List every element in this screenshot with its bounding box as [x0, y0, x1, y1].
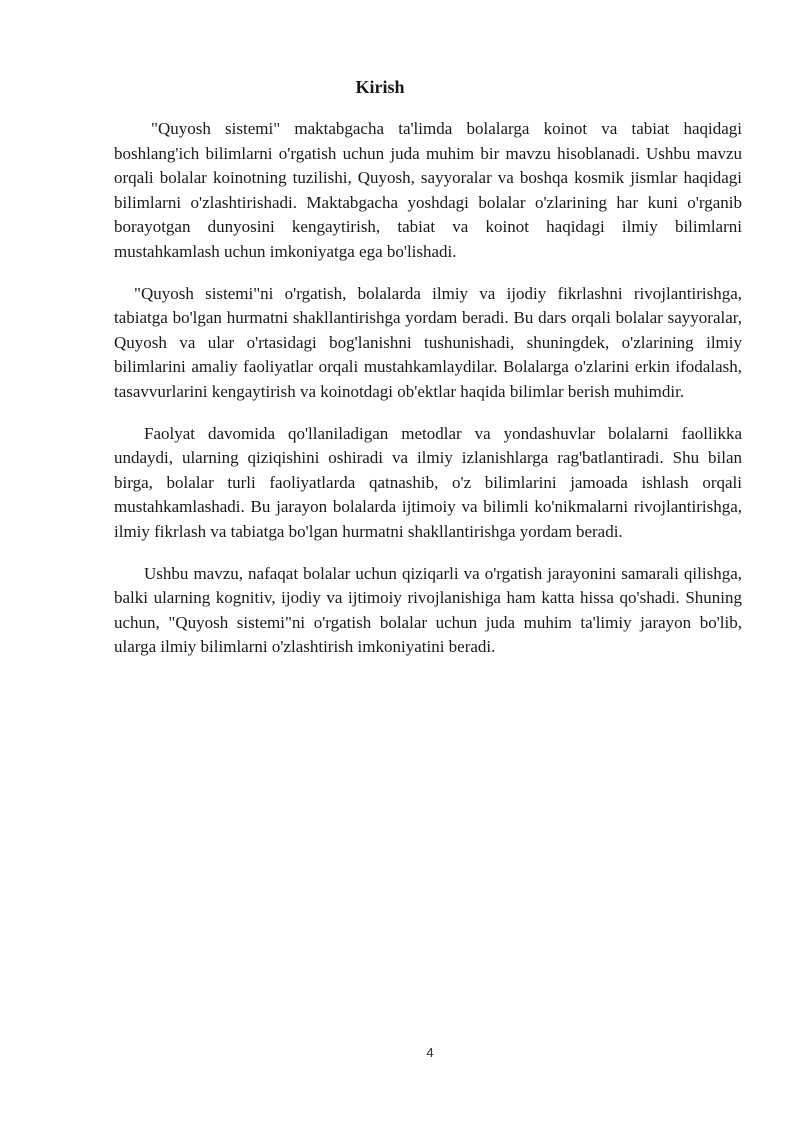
paragraph-3: Faolyat davomida qo'llaniladigan metodlar va yondashuvlar bolalarni faollikka undaydi, ularning qiziqishini oshiradi va ilmiy izlanishlarga rag'batlantiradi. Shu bilan birga, bolalar turli faoliyatlarda qatnashib, o'z bilimlarini jamoada ishlash orqali mustahkamlashadi. Bu jarayon bolalarda ijtimoiy va bilimli ko'nikmalarni rivojlantirishga, ilmiy fikrlash va tabiatga bo'lgan hurmatni shakllantirishga yordam beradi. [114, 423, 742, 541]
paragraph-1: "Quyosh sistemi" maktabgacha ta'limda bolalarga koinot va tabiat haqidagi boshlang'ich bilimlarni o'rgatish uchun juda muhim bir mavzu hisoblanadi. Ushbu mavzu orqali bolalar koinotning tuzilishi, Quyosh, sayyoralar va boshqa kosmik jismlar haqidagi bilimlarni o'zlashtirishadi. Maktabgacha yoshdagi bolalar o'zlarining har kuni o'rganib borayotgan dunyosini kengaytirish, tabiat va koinot haqidagi ilmiy bilimlarni mustahkamlash uchun imkoniyatga ega bo'lishadi. [114, 119, 742, 261]
page-title: Kirish [355, 77, 405, 97]
document-body [114, 117, 742, 677]
paragraph-2: "Quyosh sistemi"ni o'rgatish, bolalarda ilmiy va ijodiy fikrlashni rivojlantirishga, tabiatga bo'lgan hurmatni shakllantirishga yordam beradi. Bu dars orqali bolalar sayyoralar, Quyosh va ular o'rtasidagi bog'lanishni tushunishadi, shuningdek, o'zlarining ilmiy bilimlarini amaliy faoliyatlar orqali mustahkamlaydilar. Bolalarga o'zlarini erkin ifodalash, tasavvurlarini kengaytirish va koinotdagi ob'ektlar haqida bilimlar berish muhimdir. [114, 283, 742, 401]
paragraph-4: Ushbu mavzu, nafaqat bolalar uchun qiziqarli va o'rgatish jarayonini samarali qilishga, balki ularning kognitiv, ijodiy va ijtimoiy rivojlanishiga ham katta hissa qo'shadi. Shuning uchun, "Quyosh sistemi"ni o'rgatish bolalar uchun juda muhim ta'limiy jarayon bo'lib, ularga ilmiy bilimlarni o'zlashtirish imkoniyatini beradi. [114, 563, 742, 657]
page-number: 4 [426, 1045, 434, 1060]
